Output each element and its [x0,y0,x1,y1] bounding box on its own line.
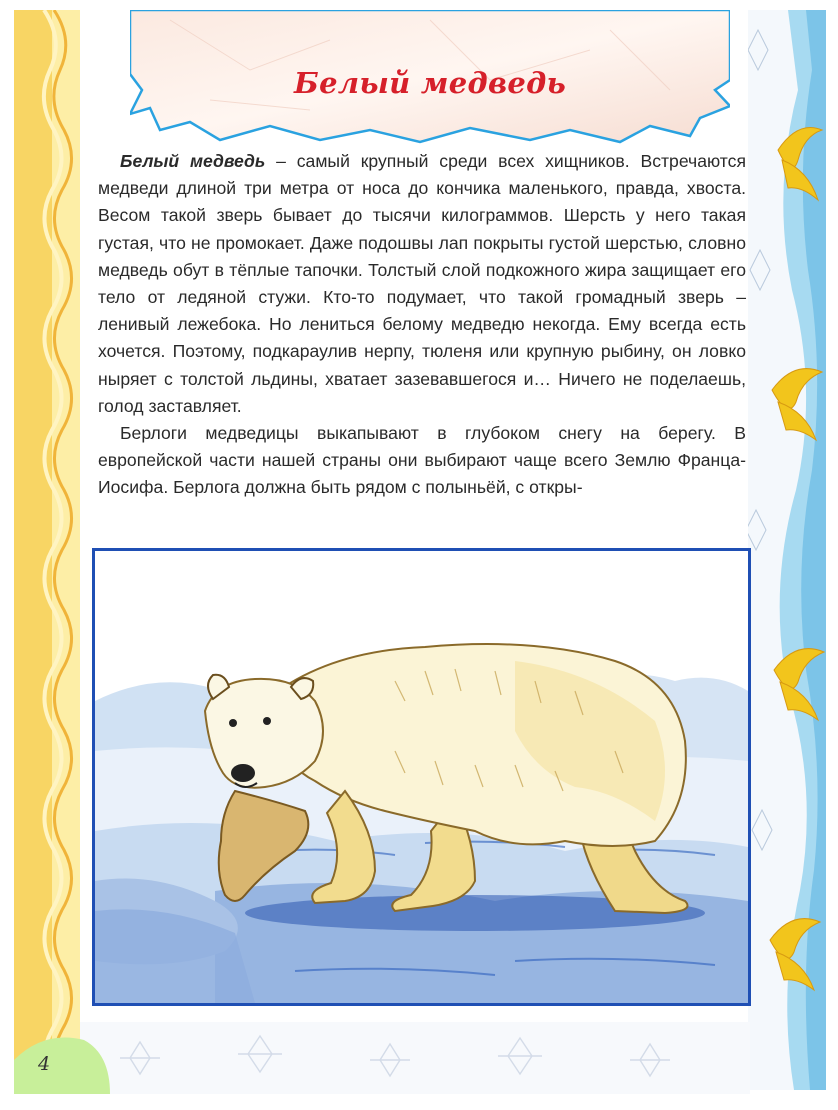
polar-bear-illustration [92,548,751,1006]
page-title: Белый медведь [293,66,567,100]
paragraph-1 [98,148,746,420]
polar-bear-drawing [95,551,748,1003]
bottom-decorative-band [80,1022,750,1094]
paragraph-1-text: – самый крупный среди всех хищников. Встречаются медведи длиной три метра от носа до кончика маленького, правда, хвоста. Весом такой зверь бывает до тысячи килограммов. Шерсть у него такая густая, что не промокает. Даже подошвы лап покрыты густой шерстью, словно медведь обут в тёплые тапочки. Толстый слой подкожного жира защищает его тело от ледяной стужи. Кто-то подумает, что такой громадный зверь – ленивый лежебока. Но лениться белому медведю некогда. Ему всегда есть хочется. Поэтому, подкараулив нерпу, тюленя или крупную рыбину, он ловко ныряет с толстой льдины, хватает зазевавшегося и… Ничего не поделаешь, голод заставляет. [98,151,746,416]
page-number-corner [14,1030,110,1094]
paragraph-1-lead: Белый медведь [120,151,266,171]
page-number: 4 [38,1053,51,1075]
left-decorative-border [14,10,80,1090]
right-decorative-border [748,10,826,1090]
article-body [98,148,746,502]
paragraph-2: Берлоги медведицы выкапывают в глубоком снегу на берегу. В европейской части нашей страны они выбирают чаще всего Землю Франца-Иосифа. Берлога должна быть рядом с полыньёй, с откры- [98,423,746,498]
